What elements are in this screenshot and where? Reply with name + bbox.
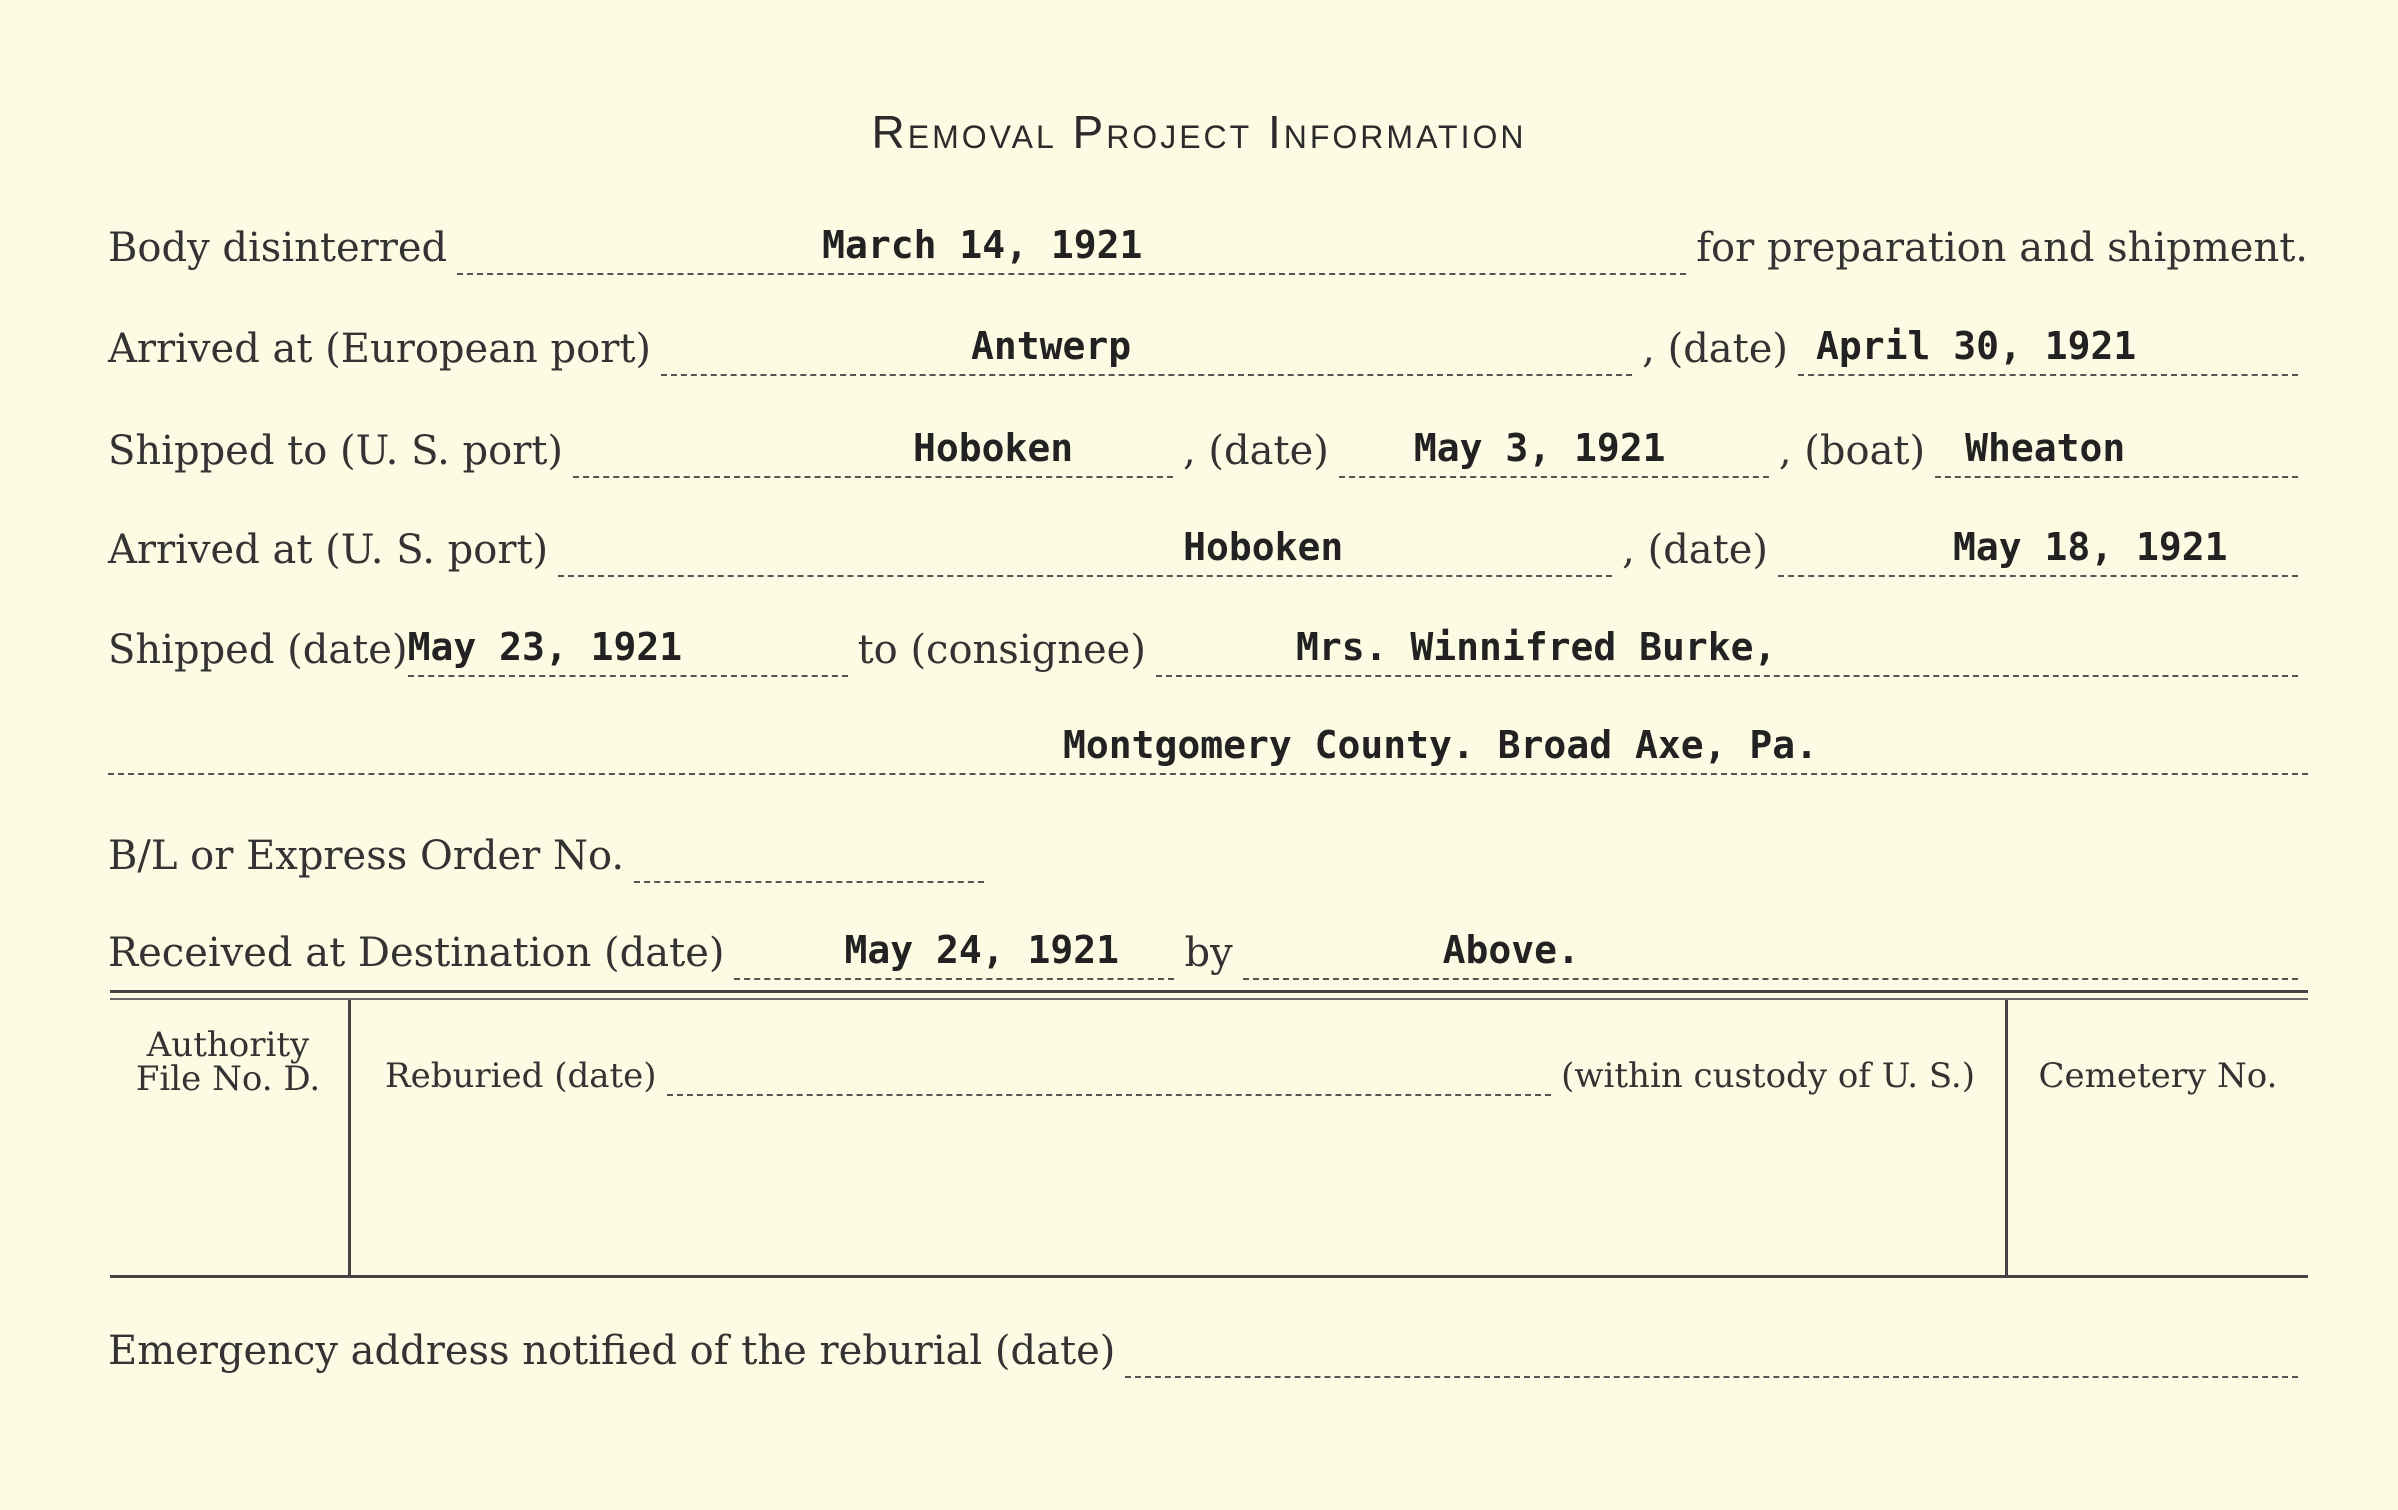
arrived-us-port-value: Hoboken [1183,525,1344,569]
row-address [108,715,2308,775]
table-divider-left [348,1000,351,1275]
row-arrived-us [108,517,2308,577]
row-body-disinterred [108,215,2308,275]
shipped-us-boat-label: , (boat) [1778,428,1926,474]
page-title: Removal Project Information [871,106,1527,158]
authority-cell [110,1025,346,1099]
table-top-rule-inner [110,998,2308,1000]
consignee-address-field[interactable] [108,725,2308,775]
consignee-label: to (consignee) [857,627,1146,673]
arrived-us-label: Arrived at (U. S. port) [108,527,549,573]
row-arrived-europe [108,316,2308,376]
cemetery-no-label: Cemetery No. [2038,1056,2278,1096]
shipped-date-field[interactable] [408,627,848,677]
shipped-us-port-value: Hoboken [913,426,1074,470]
row-shipped-us [108,418,2308,478]
row-received [108,920,2308,980]
table-bottom-rule [110,1275,2308,1278]
body-disinterred-field[interactable] [457,225,1686,275]
reburied-cell [385,1056,1975,1096]
body-disinterred-label: Body disinterred [108,225,448,271]
received-label: Received at Destination (date) [108,930,725,976]
table-top-rule [110,990,2308,993]
shipped-date-value: May 23, 1921 [407,625,683,669]
emergency-label: Emergency address notified of the reburial (date) [108,1328,1116,1374]
shipped-us-label: Shipped to (U. S. port) [108,428,563,474]
shipped-us-boat-value: Wheaton [1965,426,2126,470]
consignee-address-value: Montgomery County. Broad Axe, Pa. [1063,723,1818,767]
arrived-europe-port-value: Antwerp [971,324,1132,368]
shipped-us-date-field[interactable] [1339,428,1769,478]
arrived-europe-port-field[interactable] [661,326,1632,376]
arrived-us-date-value: May 18, 1921 [1953,525,2228,569]
authority-line2: File No. D. [135,1059,321,1099]
reburied-date-field[interactable] [667,1058,1552,1096]
received-by-value: Above. [1442,928,1580,972]
reburied-suffix: (within custody of U. S.) [1561,1056,1975,1096]
bl-order-field[interactable] [634,833,984,883]
row-bl-order [108,823,2308,883]
row-emergency [108,1318,2308,1378]
received-by-field[interactable] [1243,930,2298,980]
received-date-field[interactable] [734,930,1174,980]
arrived-europe-date-value: April 30, 1921 [1816,324,2137,368]
received-by-label: by [1184,930,1233,976]
consignee-value: Mrs. Winnifred Burke, [1295,625,1777,669]
consignee-field[interactable] [1156,627,2298,677]
shipped-us-date-label: , (date) [1183,428,1329,474]
shipped-us-boat-field[interactable] [1935,428,2298,478]
shipped-us-date-value: May 3, 1921 [1413,426,1666,470]
arrived-us-date-field[interactable] [1778,527,2298,577]
emergency-date-field[interactable] [1125,1328,2298,1378]
arrived-us-date-label: , (date) [1622,527,1768,573]
received-date-value: May 24, 1921 [844,928,1120,972]
row-shipped [108,617,2308,677]
arrived-europe-date-field[interactable] [1798,326,2298,376]
body-disinterred-value: March 14, 1921 [822,223,1143,267]
body-disinterred-suffix: for preparation and shipment. [1696,225,2308,271]
arrived-europe-label: Arrived at (European port) [108,326,652,372]
shipped-us-port-field[interactable] [573,428,1173,478]
arrived-europe-date-label: , (date) [1642,326,1788,372]
bl-order-label: B/L or Express Order No. [108,833,625,879]
table-divider-right [2005,1000,2008,1275]
shipped-date-label: Shipped (date) [108,627,408,673]
reburied-label: Reburied (date) [385,1056,657,1096]
arrived-us-port-field[interactable] [558,527,1612,577]
authority-line1: Authority [146,1025,310,1065]
